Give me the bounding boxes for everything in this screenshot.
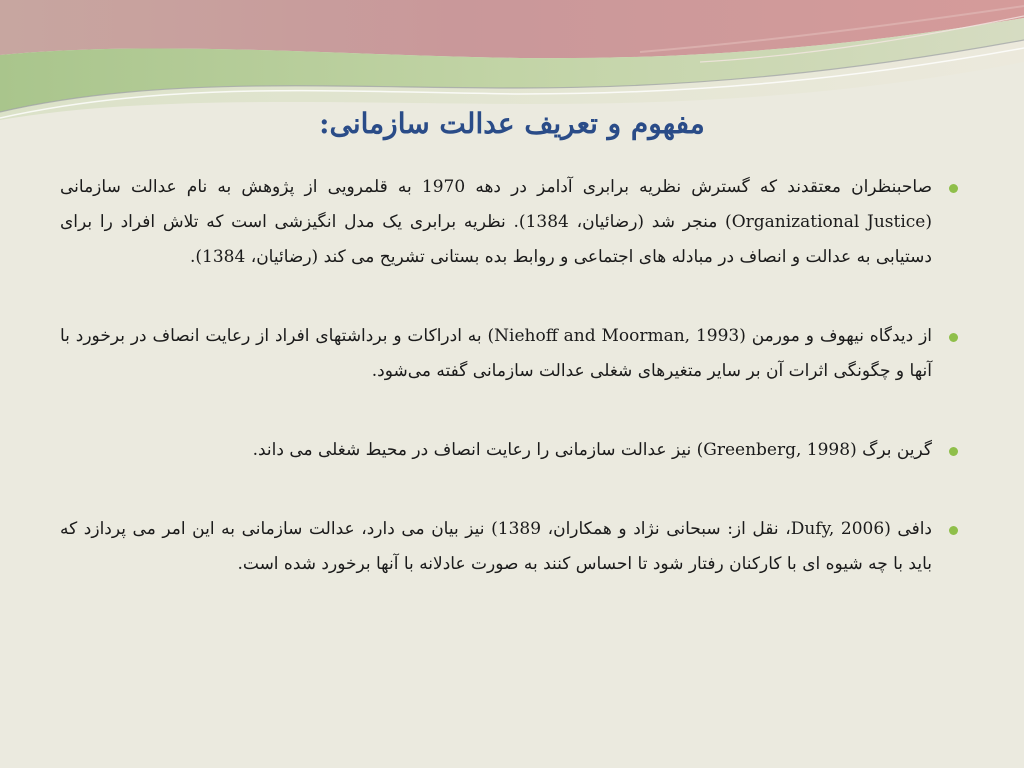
bullet-item-2 — [60, 319, 960, 389]
bullet-dot-icon — [949, 447, 958, 456]
bullet-dot-icon — [949, 526, 958, 535]
slide-title: مفهوم و تعریف عدالت سازمانی: — [319, 107, 705, 140]
bullet-text-3: گرین برگ (Greenberg, 1998) نیز عدالت سازمانی را رعایت انصاف در محیط شغلی می داند. — [252, 440, 932, 460]
bullet-list — [60, 170, 960, 582]
bullet-text-4: دافی (Dufy, 2006، نقل از: سبحانی نژاد و همکاران، 1389) نیز بیان می دارد، عدالت سازمانی به این امر می پردازد که باید با چه شیوه ای با کارکنان رفتار شود تا احساس کنند به صورت عادلانه با آنها برخورد شده است. — [60, 519, 932, 574]
bullet-item-4 — [60, 512, 960, 582]
bullet-dot-icon — [949, 184, 958, 193]
bullet-dot-icon — [949, 333, 958, 342]
bullet-item-1 — [60, 170, 960, 275]
bullet-text-1: صاحبنظران معتقدند که گسترش نظریه برابری آدامز در دهه 1970 به قلمرویی از پژوهش به نام عدالت سازمانی (Organizational Justice) منجر شد (رضائیان، 1384). نظریه برابری یک مدل انگیزشی است که تلاش افراد را برای دستیابی به عدالت و انصاف در مبادله های اجتماعی و روابط بده بستانی تشریح می کند (رضائیان، 1384). — [60, 177, 933, 267]
bullet-text-2: از دیدگاه نیهوف و مورمن (Niehoff and Moorman, 1993) به ادراکات و برداشتهای افراد از رعایت انصاف در برخورد با آنها و چگونگی اثرات آن بر سایر متغیرهای شغلی عدالت سازمانی گفته می‌شود. — [60, 326, 933, 381]
bullet-item-3 — [60, 433, 960, 468]
